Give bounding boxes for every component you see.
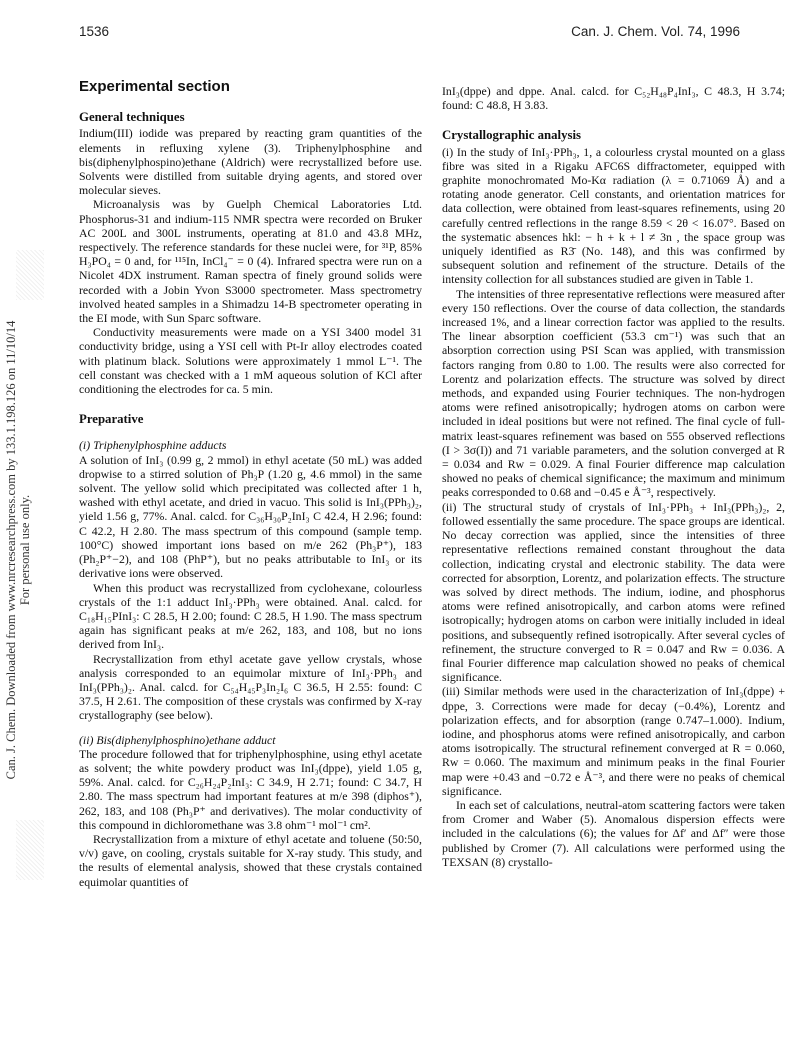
paragraph: When this product was recrystallized from cyclohexane, colourless crystals of the 1:1 adduct InI₃·PPh₃ were obtained. Anal. calcd. for C₁₈H₁₅PInI₃: C 28.5, H 2.00; found: C 28.5, H 1.90. The mass spectrum again has significant peaks at m/e 262, 183, and 108, but no ions derived from InI₃.	[79, 580, 422, 652]
paragraph: Indium(III) iodide was prepared by reacting gram quantities of the elements in refluxing xylene (3). Triphenylphosphine and bis(diphenylphospino)ethane (Aldrich) were recrystallized before use. Solvents were distilled from suitable drying agents, and stored over molecular sieves.	[79, 126, 422, 198]
scan-artifact-bottom	[16, 820, 44, 880]
paragraph: Conductivity measurements were made on a YSI 3400 model 31 conductivity bridge, using a YSI cell with Pt-Ir alloy electrodes coated with platinum black. Solutions were approximately 1 mmol L⁻¹. The cell constant was checked with a 1 mM aqueous solution of KCl after conditioning the electrodes for ca. 5 min.	[79, 325, 422, 397]
general-techniques-heading: General techniques	[79, 110, 185, 125]
subheading-triphenylphosphine: (i) Triphenylphosphine adducts	[79, 438, 227, 453]
paragraph: (iii) Similar methods were used in the characterization of InI₃(dppe) + dppe, 3. Corrections were made for decay (−0.4%), Lorentz and polarization effects, and for absorption (range 0.747–1.000). Indium, iodine, and phosphorus atoms were refined anisotropically, and carbon atoms isotropically. The structural refinement converged at R = 0.060, Rw = 0.060. The maximum and minimum peaks in the final Fourier map were +0.43 and −0.72 e Å⁻³, and there were no peaks of chemical significance.	[442, 684, 785, 798]
right-column	[442, 84, 785, 869]
journal-citation: Can. J. Chem. Vol. 74, 1996	[571, 24, 740, 39]
paragraph: (ii) The structural study of crystals of InI₃·PPh₃ + InI₃(PPh₃)₂, 2, followed essentially the same procedure. The space groups are identical. No decay correction was applied, since the intensities of three representative reflections remained constant throughout the data collection, indicating crystal and electronic stability. The data were corrected for absorption, Lorentz, and polarization effects. The structure was solved by direct methods. The indium, iodine, and phosphorus atoms were refined anisotropically, and carbon atoms were refined isotropically; hydrogen atoms on carbon were initially included in ideal positions, and subsequently refined isotropically. After several cycles of refinement, the structure converged to R = 0.047 and Rw = 0.036. A final Fourier difference map calculation showed no peaks of chemical significance.	[442, 499, 785, 685]
preparative-heading: Preparative	[79, 412, 144, 427]
paragraph: A solution of InI₃ (0.99 g, 2 mmol) in ethyl acetate (50 mL) was added dropwise to a stirred solution of Ph₃P (1.20 g, 4.6 mmol) in the same solvent. The yellow solid which precipitated was collected after 1 h, washed with ethyl acetate, and dried in vacuo. This solid is InI₃(PPh₃)₂, yield 1.56 g, 77%. Anal. calcd. for C₃₆H₃₀P₂InI₃ C 42.4, H 2.96; found: C 42.2, H 2.80. The mass spectrum of this compound (sample temp. 100°C) showed important ions based on m/e 262 (Ph₃P⁺), 183 (Ph₂P⁺−2), and 108 (PhP⁺), but no peaks attributable to InI₃ or its derivative ions were observed.	[79, 452, 422, 581]
section-title: Experimental section	[79, 78, 230, 95]
paragraph: The intensities of three representative reflections were measured after every 150 reflections. Over the course of data collection, the standards increased 1%, and a linear correction factor was applied to the results. The linear absorption coefficient (53.3 cm⁻¹) was such that an absorption correction using PSI Scan was applied, with transmission factors ranging from 0.80 to 1.00. The results were also corrected for Lorentz and polarization effects. The structure was solved by direct methods, and expanded using Fourier techniques. The non-hydrogen atoms were refined anisotropically; hydrogen atoms on carbon were included in ideal positions but were not refined. The final cycle of full-matrix least-squares refinement was based on 555 observed reflections (I > 3σ(I)) and 71 variable parameters, and the solution converged at R = 0.034 and Rw = 0.029. A final Fourier difference map calculation showed no peaks of chemical significance; the maximum and minimum peaks corresponded to 0.68 and −0.45 e Å⁻³, respectively.	[442, 286, 785, 500]
download-watermark-line1: Can. J. Chem. Downloaded from www.nrcresearchpress.com by 133.1.198.126 on 11/10/14	[4, 320, 18, 780]
paragraph: (i) In the study of InI₃·PPh₃, 1, a colourless crystal mounted on a glass fibre was sited in a Rigaku AFC6S diffractometer, equipped with graphite monochromated Mo-Kα radiation (λ = 0.71069 Å) and a rotating anode generator. Cell constants, and orientation matrices for data collection, were obtained from least-squares refinements, using 20 carefully centred reflections in the range 8.59 < 2θ < 16.07°. Based on the systematic absences hkl: − h + k + l ≠ 3n , the space group was uniquely identified as R3̄ (No. 148), and this was confirmed by subsequent solution and refinement of the structure. Details of the intensity collection for all substances studied are given in Table 1.	[442, 144, 785, 287]
left-column	[79, 80, 422, 889]
paragraph: The procedure followed that for triphenylphosphine, using ethyl acetate as solvent; the white powdery product was InI₃(dppe), yield 1.05 g, 59%. Anal. calcd. for C₂₆H₂₄P₂InI₃: C 34.9, H 2.71; found: C 34.7, H 2.80. The mass spectrum had important features at m/e 398 (diphos⁺), 262, 183, and 108 (Ph₃P⁺ and derivatives). The molar conductivity of this compound in dichloromethane was 3.8 ohm⁻¹ mol⁻¹ cm².	[79, 746, 422, 832]
paragraph: In each set of calculations, neutral-atom scattering factors were taken from Cromer and Waber (5). Anomalous dispersion effects were included in the calculations (6); the values for Δf′ and Δf″ were those published by Cromer (7). All calculations were performed using the TEXSAN (8) crystallo-	[442, 797, 785, 869]
page-number: 1536	[79, 24, 110, 39]
crystallographic-heading: Crystallographic analysis	[442, 128, 581, 143]
paragraph: Recrystallization from a mixture of ethyl acetate and toluene (50:50, v/v) gave, on cooling, crystals suitable for X-ray study. This study, and the results of elemental analysis, showed that these crystals contained equimolar quantities of	[79, 831, 422, 889]
paragraph: Microanalysis was by Guelph Chemical Laboratories Ltd. Phosphorus-31 and indium-115 NMR spectra were recorded on Bruker AC 200L and 300L instruments, operating at 81.0 and 43.8 MHz, respectively. The reference standards for these nuclei were, for ³¹P, 85% H₃PO₄ = 0 and, for ¹¹⁵In, InCl₄⁻ = 0 (4). Infrared spectra were run on a Nicolet 4DX instrument. Raman spectra of finely ground solids were recorded with a Jobin Yvon S3000 spectrometer. Mass spectrometry involved heated samples in a Shimadzu 14-B spectrometer operating in the EI mode, with Sun Sparc software.	[79, 197, 422, 326]
paragraph: InI₃(dppe) and dppe. Anal. calcd. for C₅₂H₄₈P₄InI₃, C 48.3, H 3.74; found: C 48.8, H 3.83.	[442, 84, 785, 113]
subheading-dppe: (ii) Bis(diphenylphosphino)ethane adduct	[79, 732, 276, 747]
download-watermark-line2: For personal use only.	[18, 494, 32, 606]
download-watermark	[4, 290, 36, 810]
paragraph: Recrystallization from ethyl acetate gave yellow crystals, whose analysis corresponded to an equimolar mixture of InI₃·PPh₃ and InI₃(PPh₃)₂. Anal. calcd. for C₅₄H₄₅P₃In₂I₆ C 36.5, H 2.55: found: C 37.5, H 2.61. The composition of these crystals was confirmed by X-ray crystallography (see below).	[79, 651, 422, 723]
